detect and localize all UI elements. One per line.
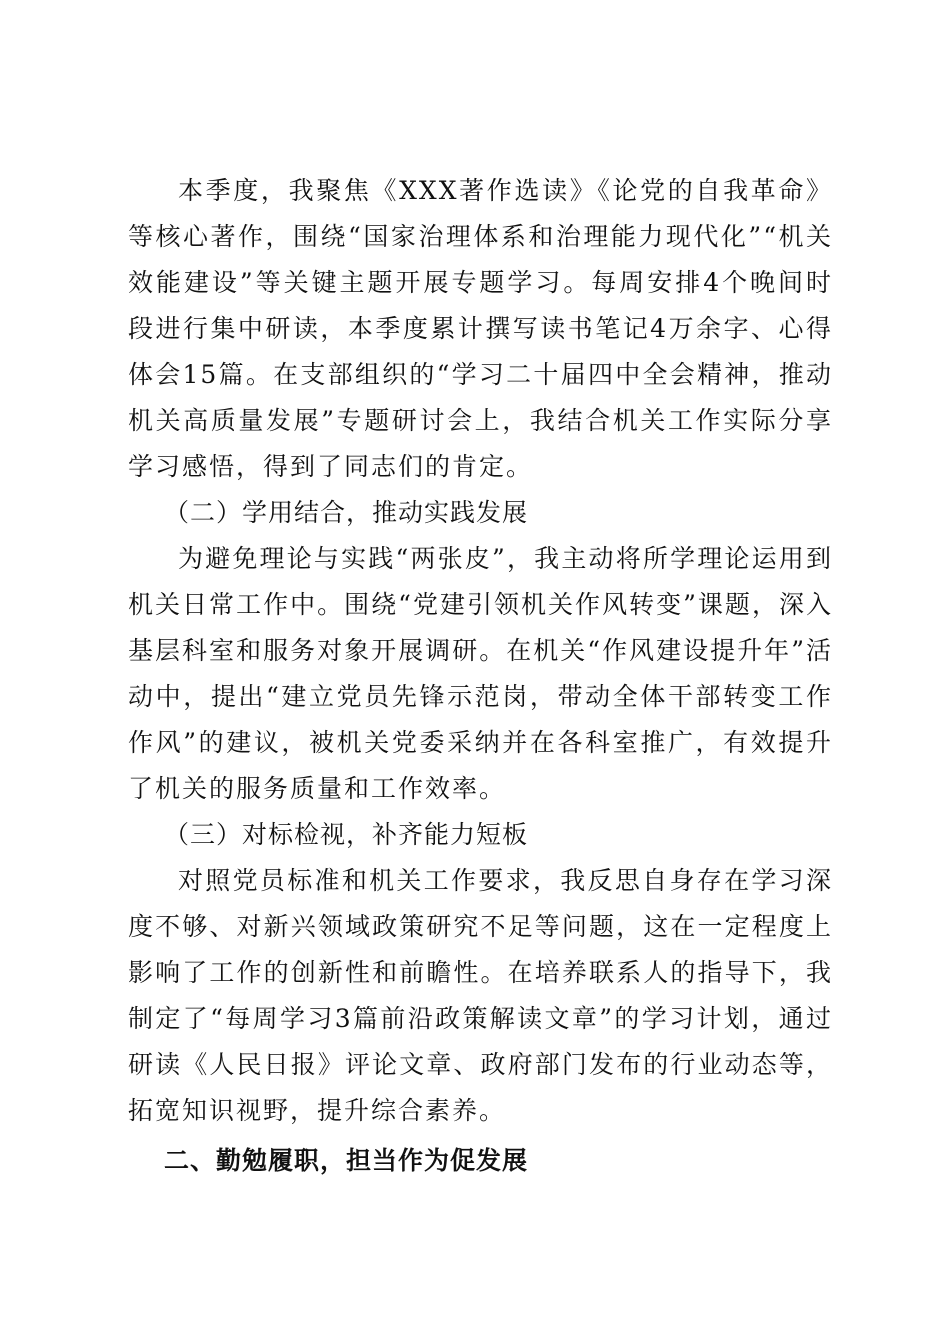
paragraph-practice-application: 为避免理论与实践“两张皮”，我主动将所学理论运用到机关日常工作中。围绕“党建引领机关作风转变”课题，深入基层科室和服务对象开展调研。在机关“作风建设提升年”活动中，提出“建立党员先锋示范岗，带动全体干部转变工作作风”的建议，被机关党委采纳并在各科室推广，有效提升了机关的服务质量和工作效率。	[128, 544, 833, 803]
subheading-study-practice: （二）学用结合，推动实践发展	[164, 498, 529, 527]
paragraph-self-review: 对照党员标准和机关工作要求，我反思自身存在学习深度不够、对新兴领域政策研究不足等问题，这在一定程度上影响了工作的创新性和前瞻性。在培养联系人的指导下，我制定了“每周学习3篇前沿政策解读文章”的学习计划，通过研读《人民日报》评论文章、政府部门发布的行业动态等，拓宽知识视野，提升综合素养。	[128, 866, 833, 1125]
document-body	[128, 168, 833, 1184]
paragraph-study-summary: 本季度，我聚焦《XXX著作选读》《论党的自我革命》等核心著作，围绕“国家治理体系和治理能力现代化”“机关效能建设”等关键主题开展专题学习。每周安排4个晚间时段进行集中研读，本季度累计撰写读书笔记4万余字、心得体会15篇。在支部组织的“学习二十届四中全会精神，推动机关高质量发展”专题研讨会上，我结合机关工作实际分享学习感悟，得到了同志们的肯定。	[128, 176, 833, 481]
subheading-self-review: （三）对标检视，补齐能力短板	[164, 820, 529, 849]
section-heading-duty: 二、勤勉履职，担当作为促发展	[164, 1146, 529, 1175]
